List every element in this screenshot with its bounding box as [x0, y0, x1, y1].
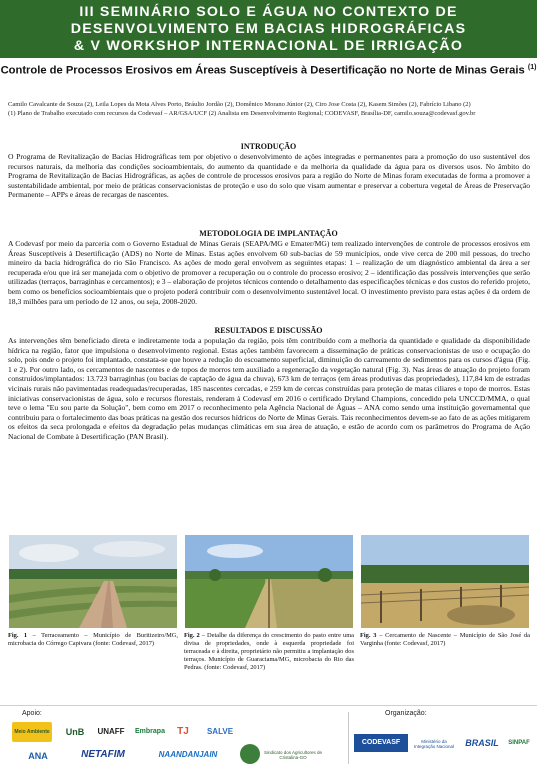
- event-banner: [0, 0, 537, 58]
- logo-sindicato: Sindicato dos Agricultores de Cristalina-GO: [263, 750, 323, 760]
- logo-netafim: NETAFIM: [81, 749, 125, 760]
- figure-2-caption: [184, 632, 354, 672]
- figure-3-label: Fig. 3: [360, 632, 377, 639]
- footer-divider: [348, 712, 349, 764]
- logo-sinpaf: SINPAF: [508, 740, 530, 746]
- figure-1-caption: [8, 632, 178, 648]
- event-title-line-1: III SEMINÁRIO SOLO E ÁGUA NO CONTEXTO DE: [79, 3, 458, 20]
- sindicato-emblem-icon: [240, 744, 260, 764]
- support-label: Apoio:: [22, 710, 42, 717]
- author-names: Camilo Cavalcante de Souza (2), Leila Lopes da Mota Alves Porto, Bráulio Jordão (2), Domênico Morano Júnior (2), Ciro Jose Costa (2), Kasem Simões (2), Fabrício Libano (2): [8, 101, 471, 108]
- figure-3-photo: [361, 535, 529, 628]
- logo-unaff: UNAFF: [97, 727, 125, 736]
- author-block: [8, 100, 530, 118]
- author-affiliation-note: (1) Plano de Trabalho executado com recursos da Codevasf – AR/GSA/UCF (2) Analista em Desenvolvimento Regional; CODEVASF, Brasília-DF, camilo.souza@codevasf.gov.br: [8, 110, 476, 117]
- results-heading: RESULTADOS E DISCUSSÃO: [214, 326, 323, 335]
- method-paragraph: A Codevasf por meio da parceria com o Governo Estadual de Minas Gerais (SEAPA/MG e Emater/MG) tem realizado intervenções de controle de processos erosivos em Áreas Susceptíveis à Desertificação (ADS) no Norte de Minas. Estas ações envolvem 60 sub-bacias de 59 municípios, onde vive cerca de 200 mil pessoas, do trecho mineiro da bacia hidrográfica do rio São Francisco. As ações de modo geral envolvem as seguintes etapas: 1 – realização de um diagnóstico ambiental da área a ser recuperada e/ou que irá ser manejada com o objetivo de promover a recuperação ou o controle do processo erosivo; 2 – identificação das possíveis intervenções que serão utilizadas (terraços, barraginhas e cercamentos); e 3 – elaboração de projetos técnicos contendo o detalhamento das especificações técnicas e dos custos do referido projeto, bem como os benefícios socioambientais que o projeto poderá contribuir com o desenvolvimento sustentável local. O investimento previsto para estas ações é da ordem de 18,3 milhões para um período de 12 anos, ou seja, 2008-2020.: [8, 239, 530, 306]
- title-footnote-mark: (1): [527, 64, 537, 71]
- logo-meio-ambiente: Meio Ambiente: [12, 722, 52, 742]
- figure-1-caption-text: – Terraceamento – Município de Buritizeiro/MG, microbacia do Córrego Capivara (fonte: Codevasf, 2017): [8, 632, 178, 647]
- event-title-line-2: DESENVOLVIMENTO EM BACIAS HIDROGRÁFICAS: [70, 20, 467, 37]
- figure-1-label: Fig. 1: [8, 632, 28, 639]
- organization-label: Organização:: [385, 710, 427, 717]
- logo-unb: UnB: [65, 727, 85, 737]
- results-paragraph: As intervenções têm beneficiado direta e indiretamente toda a população da região, pois têm contribuído com a melhoria da quantidade e qualidade da disponibilidade hídrica na região, fator que impulsiona o desenvolvimento regional. Estas ações também favorecem a disseminação de práticas conservacionistas de uso e ocupação do solo, pois onde o projeto foi implantado, constata-se que houve a redução do escoamento superficial, diminuição do carreamento de sedimentos para os cursos d'água (Fig. 1 e 2). Por outro lado, os cercamentos de nascentes e de topos de morros tem auxiliado a regeneração da vegetação natural (Fig. 3). Nas áreas de atuação do projeto foram construídos/implantados: 13.723 barraginhas (ou bacias de captação de água da chuva), 673 km de terraços (em áreas produtivas das propriedades), 117,84 km de estradas vicinais rurais não pavimentadas readequadas/recuperadas, 185 nascentes cercadas, e 259 km de cercas construídas para proteção de matas ciliares e topo de morros. Estas iniciativas conservacionistas de água, solo e recursos florestais, renderam à Codevasf em 2016 o certificado Dryland Champions, concedido pela UNCCD/MMA, o qual teve o lema "Eu sou parte da Solução", bem como em 2017 o reconhecimento pela Agência Nacional de Águas – ANA como sendo uma instituição governamental que contribuiu para o fortalecimento das boas práticas na gestão dos recursos hídricos do Norte de Minas Gerais. Tais reconhecimentos devem-se ao fato de as ações mitigarem os efeitos da seca prolongada e efeitos da degradação pelas mudanças climáticas em sua área de atuação, e estão de acordo com os parâmetros do Programa de Ação Nacional de Combate à Desertificação (PAN Brasil).: [8, 336, 530, 441]
- logo-naandanjain: NAANDANJAIN: [158, 750, 218, 759]
- figure-1-photo: [9, 535, 177, 628]
- logo-tj: TJ: [177, 726, 189, 737]
- method-heading: METODOLOGIA DE IMPLANTAÇÃO: [199, 229, 338, 238]
- logo-codevasf: CODEVASF: [354, 734, 408, 752]
- figure-2-photo: [185, 535, 353, 628]
- logo-salve: SALVE: [206, 727, 234, 736]
- figure-2-label: Fig. 2: [184, 632, 200, 639]
- poster-title: [0, 64, 537, 77]
- logo-ana: ANA: [28, 751, 48, 761]
- logo-brasil: BRASIL: [465, 738, 499, 748]
- figure-3-caption: [360, 632, 530, 648]
- intro-heading: INTRODUÇÃO: [240, 142, 297, 151]
- logo-ministerio: Ministério da Integração Nacional: [413, 739, 455, 749]
- intro-paragraph: O Programa de Revitalização de Bacias Hidrográficas tem por objetivo o desenvolvimento de ações integradas e permanentes para a promoção do uso sustentável dos recursos naturais, da melhoria das condições socioambientais, do aumento da quantidade e da melhoria da qualidade da água para os diversos usos. No âmbito do Programa de Revitalização de Bacias Hidrográficas, as ações de controle de processos erosivos para a região do Norte de Minas foram executadas de forma a promover a sustentabilidade ambiental, por meio de práticas conservacionistas de proteção e uso do solo que visam aumentar e preservar a cobertura vegetal de Áreas de Preservação Permanente – APPs e áreas de recargas de nascentes.: [8, 152, 530, 200]
- figure-3-caption-text: – Cercamento de Nascente – Município de São José da Varginha (fonte: Codevasf, 2017): [360, 632, 531, 647]
- figure-2-caption-text: – Detalhe da diferença do crescimento do pasto entre uma divisa de propriedades, onde à esquerda propriedade foi terraceada e à direita, proprietário não permitiu a implantação dos terraços. Município de Guaraciama/MG, microbacia do Rio das Pedras. (fonte: Codevasf, 2017): [184, 632, 354, 671]
- logo-embrapa: Embrapa: [135, 728, 165, 735]
- poster-title-text: Controle de Processos Erosivos em Áreas Susceptíveis à Desertificação no Norte de Minas Gerais: [0, 64, 525, 77]
- event-title-line-3: & V WORKSHOP INTERNACIONAL DE IRRIGAÇÃO: [73, 37, 464, 54]
